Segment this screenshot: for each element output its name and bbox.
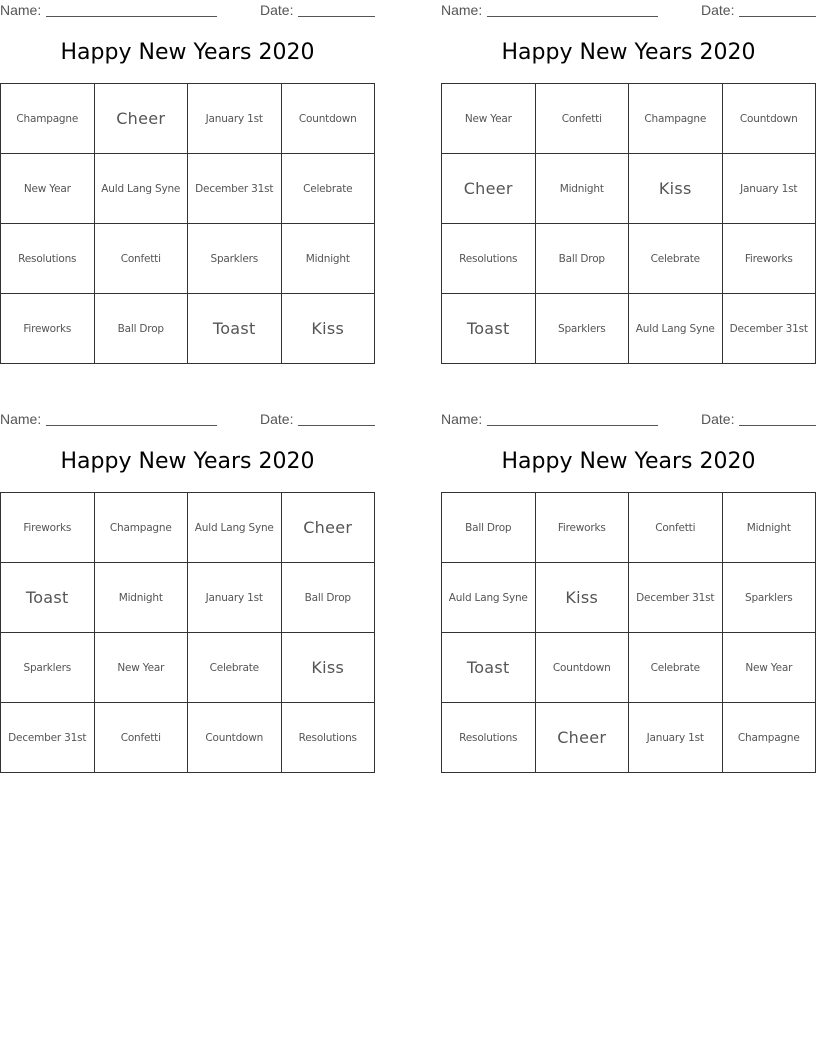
bingo-cell: Celebrate (629, 633, 723, 703)
bingo-card (441, 409, 816, 773)
bingo-cell: Countdown (536, 633, 630, 703)
bingo-cell: Sparklers (188, 224, 282, 294)
name-blank-line (487, 425, 658, 426)
name-label: Name: (0, 411, 42, 427)
bingo-cell: Ball Drop (282, 563, 376, 633)
bingo-cell: January 1st (188, 84, 282, 154)
bingo-cell: Confetti (629, 493, 723, 563)
name-date-header (441, 2, 816, 20)
bingo-cell: December 31st (629, 563, 723, 633)
bingo-cell: Fireworks (1, 294, 95, 364)
bingo-grid (0, 83, 375, 364)
bingo-cell: Ball Drop (536, 224, 630, 294)
bingo-cell: Countdown (723, 84, 816, 154)
bingo-cell: Fireworks (1, 493, 95, 563)
bingo-cell: Celebrate (629, 224, 723, 294)
bingo-cell: Fireworks (536, 493, 630, 563)
bingo-cell: Resolutions (442, 224, 536, 294)
bingo-cell: January 1st (629, 703, 723, 773)
name-label: Name: (0, 2, 42, 18)
bingo-cell: January 1st (723, 154, 816, 224)
card-title: Happy New Years 2020 (60, 449, 315, 474)
bingo-cell: Ball Drop (442, 493, 536, 563)
bingo-cell: Toast (442, 633, 536, 703)
name-blank-line (46, 425, 217, 426)
bingo-cell: Auld Lang Syne (629, 294, 723, 364)
bingo-cell: Auld Lang Syne (188, 493, 282, 563)
bingo-card (0, 0, 375, 364)
bingo-card (0, 409, 375, 773)
date-blank-line (739, 16, 816, 17)
bingo-cell: Toast (442, 294, 536, 364)
bingo-cell: January 1st (188, 563, 282, 633)
bingo-cell: Celebrate (188, 633, 282, 703)
date-label: Date: (701, 2, 735, 18)
bingo-cell: Confetti (536, 84, 630, 154)
bingo-cell: Resolutions (1, 224, 95, 294)
bingo-cell: Kiss (629, 154, 723, 224)
bingo-cell: Celebrate (282, 154, 376, 224)
name-date-header (441, 411, 816, 429)
bingo-cell: Champagne (629, 84, 723, 154)
bingo-cell: Sparklers (1, 633, 95, 703)
bingo-cell: Ball Drop (95, 294, 189, 364)
bingo-cell: Midnight (536, 154, 630, 224)
bingo-cell: New Year (1, 154, 95, 224)
bingo-card (441, 0, 816, 364)
bingo-cell: Midnight (723, 493, 816, 563)
bingo-cell: Auld Lang Syne (95, 154, 189, 224)
date-label: Date: (260, 2, 294, 18)
bingo-cell: Toast (188, 294, 282, 364)
bingo-cell: Confetti (95, 703, 189, 773)
bingo-cell: Cheer (442, 154, 536, 224)
bingo-cell: Confetti (95, 224, 189, 294)
name-date-header (0, 2, 375, 20)
bingo-cell: New Year (723, 633, 816, 703)
bingo-cell: Kiss (282, 294, 376, 364)
bingo-cell: New Year (95, 633, 189, 703)
bingo-cell: Toast (1, 563, 95, 633)
bingo-cell: December 31st (1, 703, 95, 773)
bingo-grid (441, 492, 816, 773)
date-blank-line (739, 425, 816, 426)
name-blank-line (487, 16, 658, 17)
bingo-cell: Resolutions (282, 703, 376, 773)
bingo-cell: Champagne (1, 84, 95, 154)
bingo-cell: Champagne (723, 703, 816, 773)
bingo-cell: Countdown (188, 703, 282, 773)
bingo-cell: Sparklers (723, 563, 816, 633)
bingo-cell: December 31st (723, 294, 816, 364)
name-label: Name: (441, 411, 483, 427)
card-title: Happy New Years 2020 (501, 449, 756, 474)
date-label: Date: (260, 411, 294, 427)
bingo-cell: Auld Lang Syne (442, 563, 536, 633)
bingo-cell: New Year (442, 84, 536, 154)
bingo-cell: Sparklers (536, 294, 630, 364)
bingo-cell: Cheer (536, 703, 630, 773)
bingo-cell: Midnight (95, 563, 189, 633)
date-blank-line (298, 425, 375, 426)
name-blank-line (46, 16, 217, 17)
bingo-cell: Midnight (282, 224, 376, 294)
name-date-header (0, 411, 375, 429)
date-label: Date: (701, 411, 735, 427)
name-label: Name: (441, 2, 483, 18)
bingo-cell: December 31st (188, 154, 282, 224)
bingo-grid (441, 83, 816, 364)
date-blank-line (298, 16, 375, 17)
bingo-cell: Cheer (282, 493, 376, 563)
bingo-cell: Countdown (282, 84, 376, 154)
card-title: Happy New Years 2020 (60, 40, 315, 65)
bingo-cell: Fireworks (723, 224, 816, 294)
bingo-grid (0, 492, 375, 773)
bingo-cell: Cheer (95, 84, 189, 154)
bingo-cell: Kiss (536, 563, 630, 633)
card-title: Happy New Years 2020 (501, 40, 756, 65)
bingo-cell: Resolutions (442, 703, 536, 773)
bingo-cell: Kiss (282, 633, 376, 703)
bingo-cell: Champagne (95, 493, 189, 563)
